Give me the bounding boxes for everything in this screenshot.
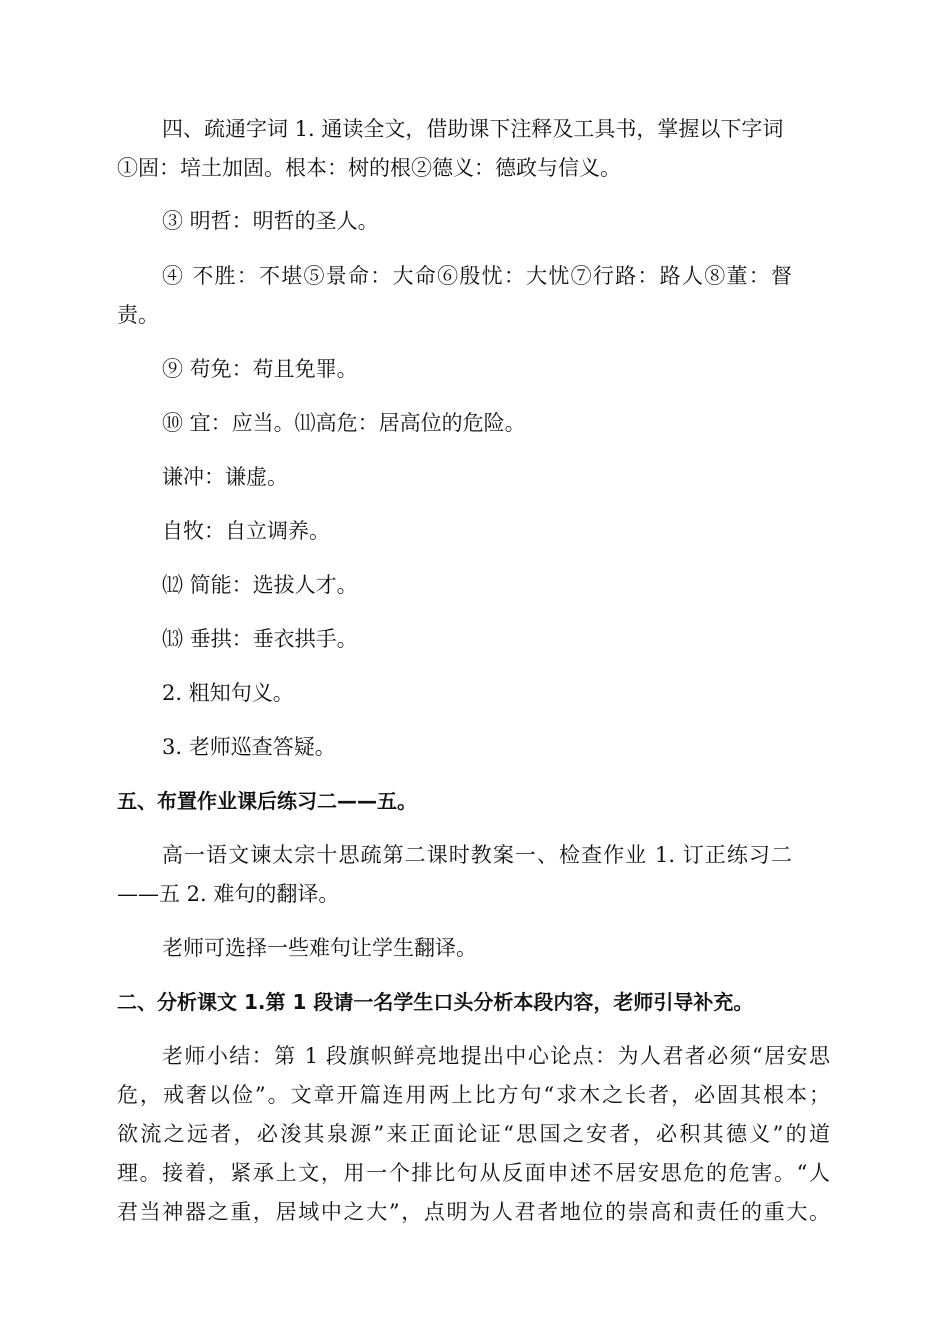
paragraph-line: 老师可选择一些难句让学生翻译。 — [162, 936, 477, 960]
paragraph-line: 欲流之远者，必浚其泉源”来正面论证“思国之安者，必积其德义”的道 — [117, 1122, 830, 1146]
paragraph-line: 自牧：自立调养。 — [162, 519, 330, 543]
paragraph-line: 谦冲：谦虚。 — [162, 465, 288, 489]
paragraph-line: ⑿ 简能：选拔人才。 — [162, 573, 358, 597]
section-heading: 五、布置作业课后练习二——五。 — [117, 789, 417, 813]
paragraph-line: 2. 粗知句义。 — [162, 681, 294, 705]
paragraph-line: 理。接着，紧承上文，用一个排比句从反面申述不居安思危的危害。“人 — [117, 1161, 830, 1185]
paragraph-line: ⑨ 苟免：苟且免罪。 — [162, 357, 358, 381]
paragraph-line: ⒀ 垂拱：垂衣拱手。 — [162, 627, 358, 651]
paragraph-line: 君当神器之重，居域中之大”，点明为人君者地位的崇高和责任的重大。 — [117, 1200, 830, 1224]
paragraph-line: 危，戒奢以俭”。文章开篇连用两上比方句“求木之长者，必固其根本； — [117, 1083, 830, 1107]
paragraph-line: ①固：培土加固。根本：树的根②德义：德政与信义。 — [117, 156, 621, 180]
section-heading: 二、分析课文 1.第 1 段请一名学生口头分析本段内容，老师引导补充。 — [117, 990, 754, 1014]
paragraph-line: 3. 老师巡查答疑。 — [162, 735, 336, 759]
paragraph-line: 四、疏通字词 1. 通读全文，借助课下注释及工具书，掌握以下字词 — [162, 117, 784, 141]
paragraph-line: ⑩ 宜：应当。⑾高危：居高位的危险。 — [162, 411, 526, 435]
paragraph-line: ——五 2. 难句的翻译。 — [117, 882, 340, 906]
paragraph-line: 责。 — [117, 303, 159, 327]
paragraph-line: ③ 明哲：明哲的圣人。 — [162, 209, 379, 233]
paragraph-line: ④ 不胜：不堪⑤景命：大命⑥殷忧：大忧⑦行路：路人⑧董：督 — [162, 264, 792, 288]
paragraph-line: 老师小结：第 1 段旗帜鲜亮地提出中心论点：为人君者必须“居安思 — [162, 1044, 830, 1068]
paragraph-line: 高一语文谏太宗十思疏第二课时教案一、检查作业 1. 订正练习二 — [162, 843, 792, 867]
